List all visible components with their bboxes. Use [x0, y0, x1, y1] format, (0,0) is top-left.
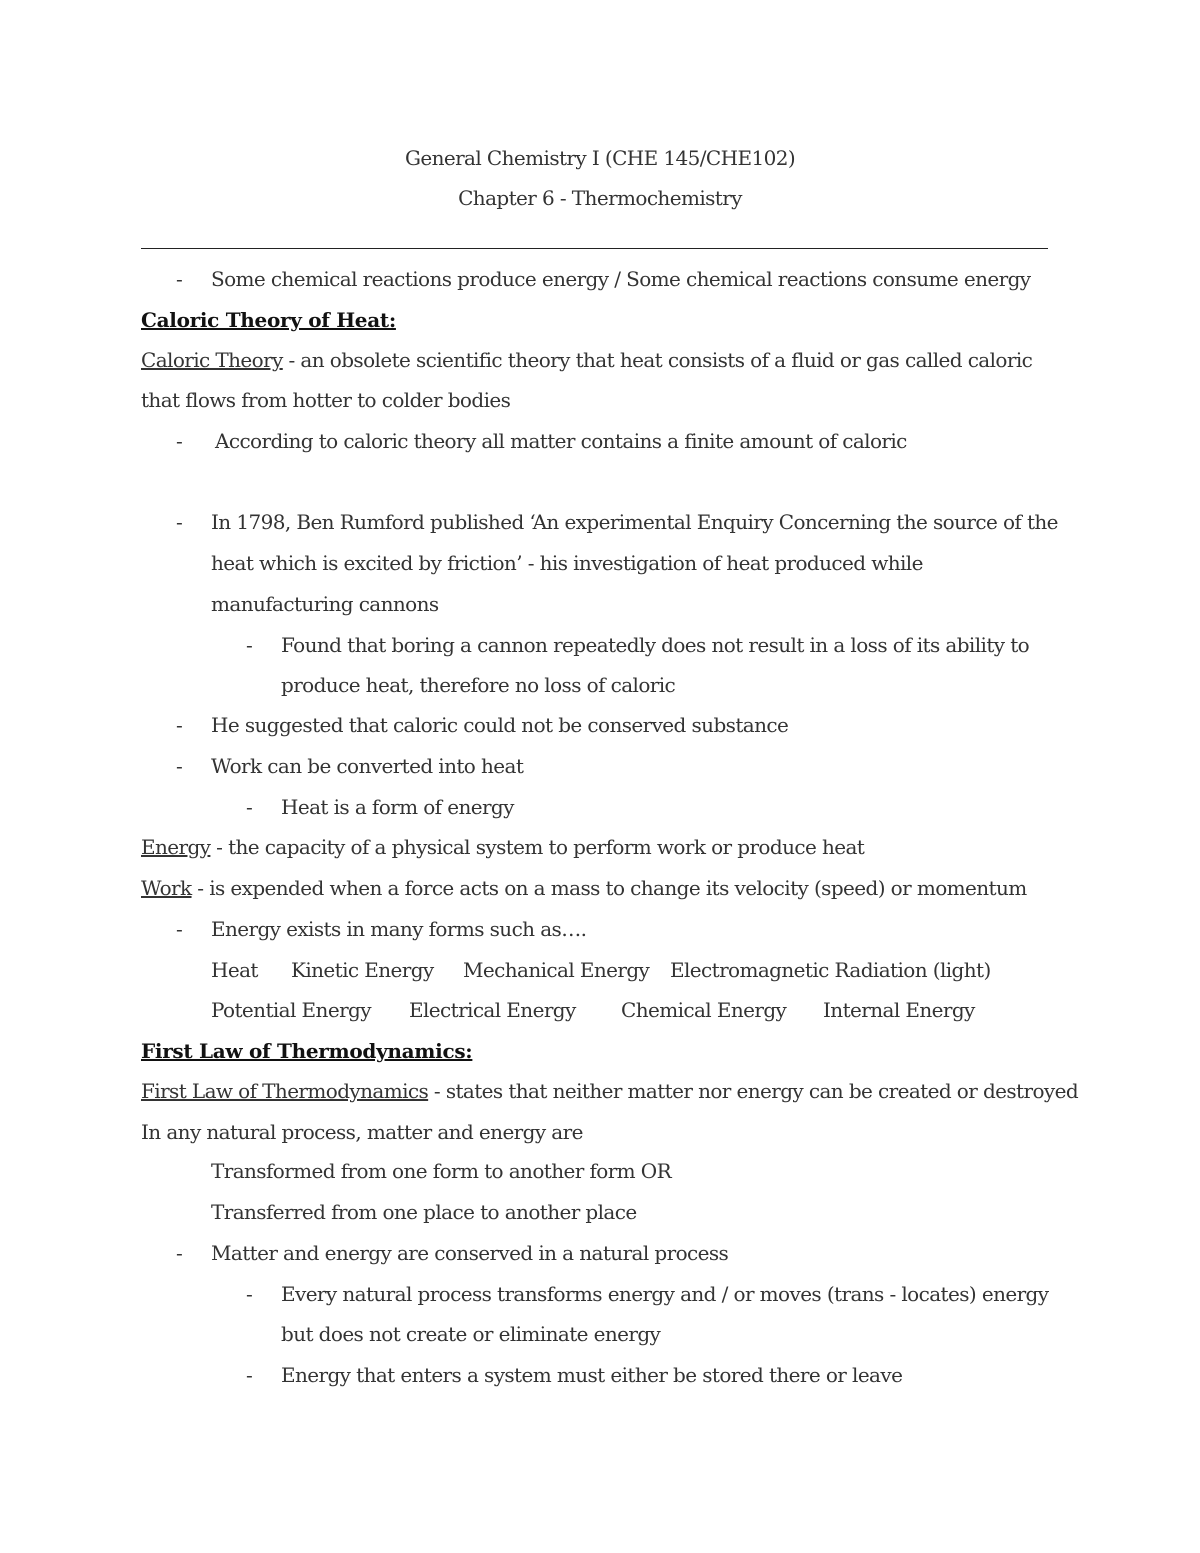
every-process-line-2: but does not create or eliminate energy — [281, 1322, 661, 1346]
chapter-title: Chapter 6 - Thermochemistry — [458, 186, 742, 210]
energy-term: Energy — [141, 835, 211, 859]
first-law-definition — [141, 1079, 1078, 1103]
energy-form-item: Kinetic Energy — [291, 958, 434, 982]
caloric-def-text: - an obsolete scientific theory that heat consists of a fluid or gas called caloric — [282, 348, 1033, 372]
work-definition — [141, 876, 1027, 900]
conservation-bullet: Matter and energy are conserved in a natural process — [211, 1241, 729, 1265]
energy-form-item: Heat — [211, 958, 258, 982]
energy-definition — [141, 835, 864, 859]
bullet-dash: - — [176, 510, 183, 534]
work-def-text: - is expended when a force acts on a mass to change its velocity (speed) or momentum — [191, 876, 1027, 900]
finite-caloric-bullet: According to caloric theory all matter contains a finite amount of caloric — [215, 429, 907, 453]
caloric-heading: Caloric Theory of Heat: — [141, 308, 396, 332]
first-law-heading: First Law of Thermodynamics: — [141, 1039, 473, 1063]
work-term: Work — [141, 876, 192, 900]
bullet-dash: - — [176, 754, 183, 778]
bullet-dash: - — [176, 429, 183, 453]
caloric-term: Caloric Theory — [141, 348, 283, 372]
energy-forms-intro: Energy exists in many forms such as…. — [211, 917, 587, 941]
energy-form-item: Electromagnetic Radiation (light) — [670, 958, 991, 982]
bullet-dash: - — [176, 713, 183, 737]
conserved-substance-bullet: He suggested that caloric could not be conserved substance — [211, 713, 789, 737]
bullet-dash: - — [246, 1363, 253, 1387]
bullet-dash: - — [246, 633, 253, 657]
caloric-definition-cont: that flows from hotter to colder bodies — [141, 388, 511, 412]
first-law-term: First Law of Thermodynamics — [141, 1079, 429, 1103]
intro-bullet: Some chemical reactions produce energy / Some chemical reactions consume energy — [211, 267, 1031, 291]
bullet-dash: - — [176, 917, 183, 941]
bullet-dash: - — [176, 1241, 183, 1265]
energy-def-text: - the capacity of a physical system to perform work or produce heat — [210, 835, 865, 859]
energy-form-item: Electrical Energy — [409, 998, 576, 1022]
work-heat-bullet: Work can be converted into heat — [211, 754, 524, 778]
transformed-line: Transformed from one form to another form OR — [211, 1159, 672, 1183]
rumford-line-3: manufacturing cannons — [211, 592, 439, 616]
found-line-1: Found that boring a cannon repeatedly does not result in a loss of its ability to — [281, 633, 1030, 657]
energy-form-item: Chemical Energy — [621, 998, 787, 1022]
header-divider — [141, 248, 1048, 249]
energy-form-item: Internal Energy — [823, 998, 975, 1022]
energy-enters-bullet: Energy that enters a system must either be stored there or leave — [281, 1363, 903, 1387]
energy-form-item: Potential Energy — [211, 998, 371, 1022]
bullet-dash: - — [246, 1282, 253, 1306]
course-title: General Chemistry I (CHE 145/CHE102) — [404, 146, 796, 170]
transferred-line: Transferred from one place to another place — [211, 1200, 637, 1224]
every-process-line-1: Every natural process transforms energy and / or moves (trans - locates) energy — [281, 1282, 1049, 1306]
natural-process-line: In any natural process, matter and energy are — [141, 1120, 583, 1144]
first-law-def-text: - states that neither matter nor energy can be created or destroyed — [428, 1079, 1079, 1103]
heat-form-bullet: Heat is a form of energy — [281, 795, 514, 819]
rumford-line-1: In 1798, Ben Rumford published ‘An experimental Enquiry Concerning the source of the — [211, 510, 1058, 534]
bullet-dash: - — [176, 267, 183, 291]
bullet-dash: - — [246, 795, 253, 819]
energy-form-item: Mechanical Energy — [463, 958, 650, 982]
caloric-definition — [141, 348, 1032, 372]
rumford-line-2: heat which is excited by friction’ - his investigation of heat produced while — [211, 551, 923, 575]
found-line-2: produce heat, therefore no loss of caloric — [281, 673, 676, 697]
